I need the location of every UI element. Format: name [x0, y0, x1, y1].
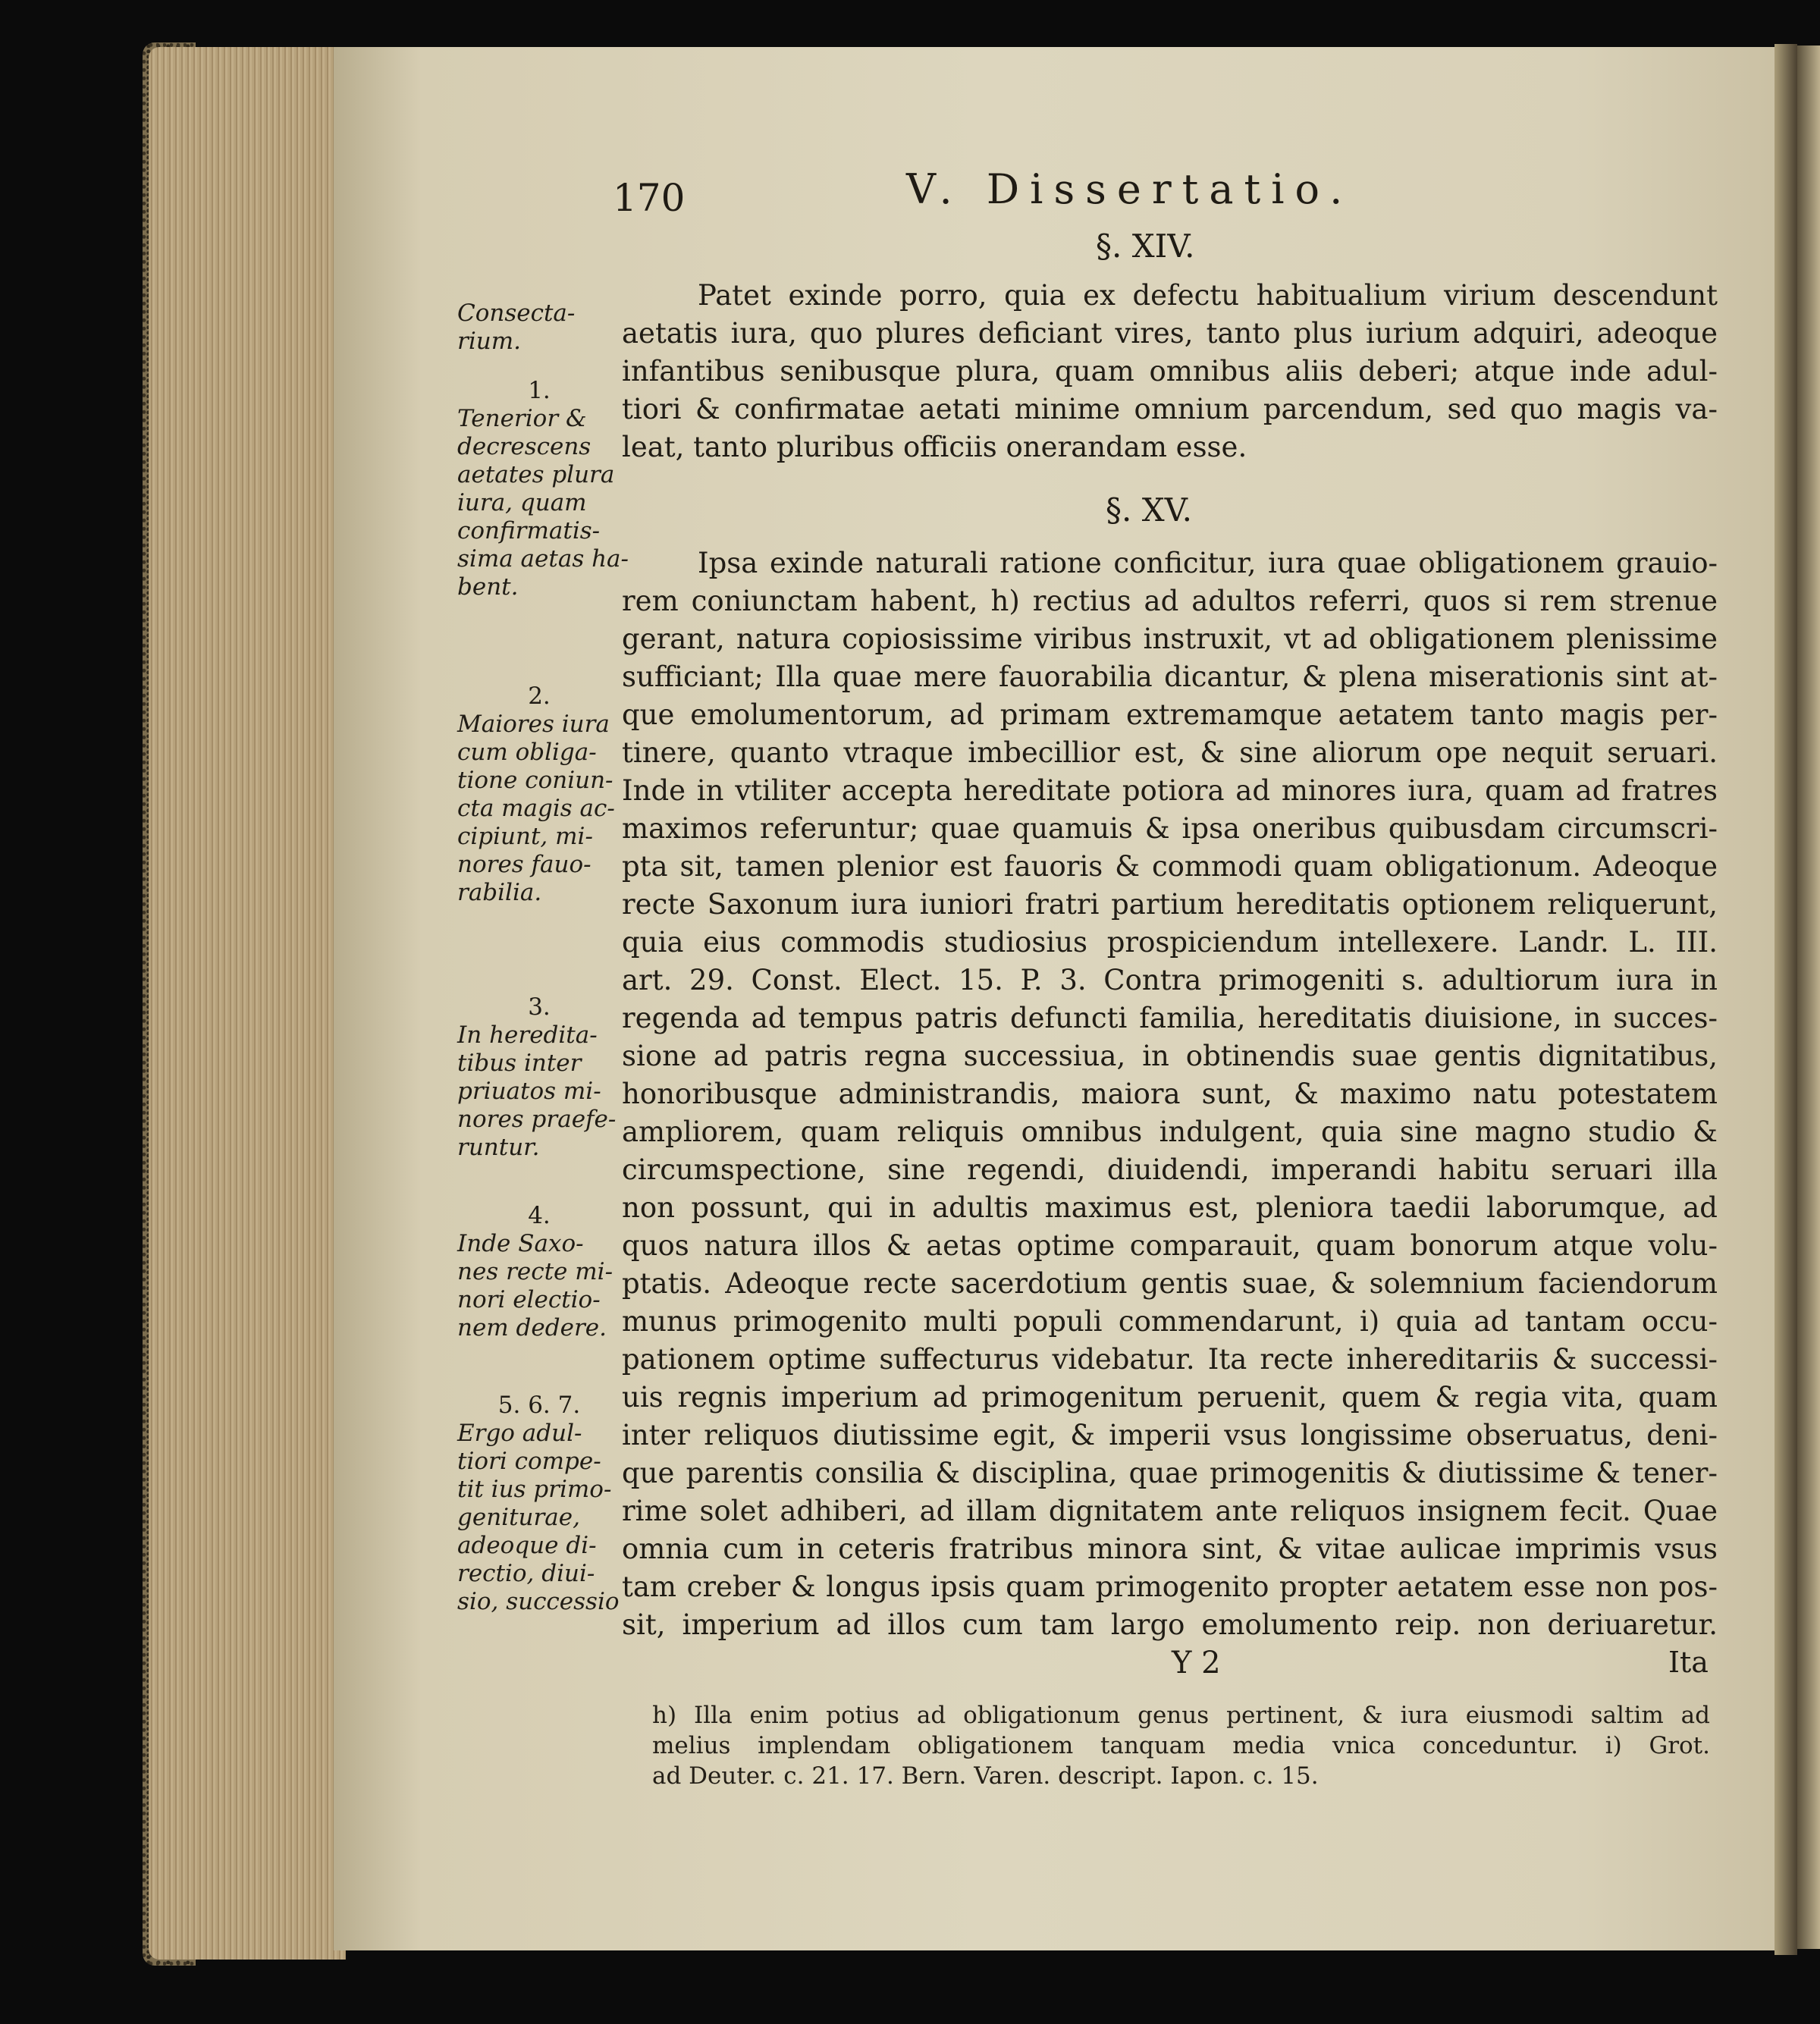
text-line: sit, imperium ad illos cum tam largo emolumento reip. non deriuaretur. — [622, 1608, 1718, 1641]
margin-note-number: 5. 6. 7. — [497, 1392, 581, 1419]
margin-note-line: In heredita- — [457, 1021, 598, 1049]
section-heading: §. XIV. — [1096, 228, 1195, 265]
page-number: 170 — [613, 176, 686, 220]
text-line: pta sit, tamen plenior est fauoris & commodi quam obligationum. Adeoque — [622, 850, 1718, 883]
margin-note-line: nes recte mi- — [457, 1258, 613, 1285]
margin-note-line: rium. — [457, 328, 521, 355]
margin-note-line: Ergo adul- — [457, 1420, 582, 1447]
margin-note-line: priuatos mi- — [457, 1078, 601, 1105]
margin-note-line: Inde Saxo- — [457, 1230, 584, 1257]
margin-note — [457, 993, 621, 1162]
text-line: ptatis. Adeoque recte sacerdotium gentis suae, & solemnium faciendorum — [622, 1267, 1718, 1300]
signature-mark: Y 2 — [1172, 1646, 1221, 1680]
text-line: tinere, quanto vtraque imbecillior est, & sine aliorum ope nequit seruari. — [622, 736, 1718, 769]
text-line: que emolumentorum, ad primam extremamque aetatem tanto magis per- — [622, 698, 1718, 731]
text-line: gerant, natura copiosissime viribus instruxit, vt ad obligationem plenissime — [622, 623, 1718, 655]
margin-note-line: cum obliga- — [457, 739, 597, 766]
book-gutter — [1774, 44, 1797, 1955]
margin-note — [457, 683, 621, 907]
margin-note-line: rabilia. — [457, 879, 542, 906]
margin-note — [457, 1202, 621, 1342]
text-line: munus primogenito multi populi commendarunt, i) quia ad tantam occu- — [622, 1305, 1718, 1338]
text-line: tiori & confirmatae aetati minime omnium parcendum, sed quo magis va- — [622, 393, 1718, 425]
text-line: tam creber & longus ipsis quam primogenito propter aetatem esse non pos- — [622, 1571, 1718, 1603]
margin-note-line: cta magis ac- — [457, 795, 615, 822]
footnote-line: ad Deuter. c. 21. 17. Bern. Varen. descript. Iapon. c. 15. — [652, 1762, 1319, 1790]
text-line: circumspectione, sine regendi, diuidendi, imperandi habitu seruari illa — [622, 1153, 1718, 1186]
margin-note-line: rectio, diui- — [457, 1560, 595, 1587]
text-line: rem coniunctam habent, h) rectius ad adultos referri, quos si rem strenue — [622, 585, 1718, 617]
margin-note-line: tibus inter — [457, 1050, 582, 1077]
text-line: sufficiant; Illa quae mere fauorabilia dicantur, & plena miserationis sint at- — [622, 661, 1718, 693]
margin-note-line: runtur. — [457, 1134, 540, 1161]
margin-note-line: confirmatis- — [457, 517, 601, 544]
margin-note-line: nores praefe- — [457, 1106, 617, 1133]
margin-note-line: Tenerior & — [457, 405, 587, 432]
text-line: rime solet adhiberi, ad illam dignitatem ante reliquos insignem fecit. Quae — [622, 1495, 1718, 1527]
running-title: V. Dissertatio. — [906, 165, 1354, 213]
margin-note-line: tit ius primo- — [457, 1476, 612, 1503]
margin-note-line: aetates plura — [457, 461, 615, 488]
margin-note-line: sio, successio — [457, 1588, 620, 1615]
text-line: regenda ad tempus patris defuncti familia, hereditatis diuisione, in succes- — [622, 1002, 1718, 1034]
margin-note-line: nores fauo- — [457, 851, 592, 878]
text-line: aetatis iura, quo plures deficiant vires, tanto plus iurium adquiri, adeoque — [622, 317, 1718, 350]
margin-note-line: geniturae, — [457, 1504, 580, 1531]
margin-note-line: tiori compe- — [457, 1448, 601, 1475]
margin-note-line: nori electio- — [457, 1286, 601, 1313]
text-line: maximos referuntur; quae quamuis & ipsa oneribus quibusdam circumscri- — [622, 812, 1718, 845]
margin-note — [457, 377, 629, 601]
text-line: Patet exinde porro, quia ex defectu habitualium virium descendunt — [698, 279, 1718, 312]
margin-note-line: Maiores iura — [457, 711, 610, 738]
catchword: Ita — [1668, 1646, 1709, 1679]
section-heading: §. XV. — [1106, 491, 1192, 529]
text-line: art. 29. Const. Elect. 15. P. 3. Contra primogeniti s. adultiorum iura in — [622, 964, 1718, 996]
text-line: ampliorem, quam reliquis omnibus indulgent, quia sine magno studio & — [622, 1116, 1718, 1148]
text-line: Ipsa exinde naturali ratione conficitur, iura quae obligationem grauio- — [698, 547, 1718, 579]
margin-note-number: 3. — [528, 993, 551, 1021]
text-line: leat, tanto pluribus officiis onerandam esse. — [622, 431, 1247, 463]
text-line: sione ad patris regna successiua, in obtinendis suae gentis dignitatibus, — [622, 1040, 1718, 1072]
margin-note — [457, 300, 621, 356]
page-block-edge — [149, 47, 346, 1960]
facing-page-edge — [1797, 46, 1820, 1949]
margin-note-line: cipiunt, mi- — [457, 823, 593, 850]
margin-note-line: nem dedere. — [457, 1314, 607, 1341]
footnote-line: h) Illa enim potius ad obligationum genus pertinent, & iura eiusmodi saltim ad — [652, 1702, 1710, 1729]
margin-note — [457, 1392, 621, 1616]
margin-note-line: iura, quam — [457, 489, 587, 516]
margin-note-line: bent. — [457, 573, 519, 601]
footnote-line: melius implendam obligationem tanquam media vnica conceduntur. i) Grot. — [652, 1732, 1710, 1759]
margin-note-line: sima aetas ha- — [457, 545, 629, 573]
margin-note-line: decrescens — [457, 433, 592, 460]
text-line: pationem optime suffecturus videbatur. Ita recte inhereditariis & successi- — [622, 1343, 1718, 1376]
text-line: non possunt, qui in adultis maximus est, pleniora taedii laborumque, ad — [622, 1191, 1718, 1224]
text-line: quos natura illos & aetas optime comparauit, quam bonorum atque volu- — [622, 1229, 1718, 1262]
margin-note-line: adeoque di- — [457, 1532, 597, 1559]
text-line: honoribusque administrandis, maiora sunt, & maximo natu potestatem — [622, 1078, 1718, 1110]
margin-note-number: 1. — [528, 377, 551, 404]
text-line: inter reliquos diutissime egit, & imperii vsus longissime obseruatus, deni- — [622, 1419, 1718, 1451]
text-line: Inde in vtiliter accepta hereditate potiora ad minores iura, quam ad fratres — [622, 774, 1718, 807]
text-line: quia eius commodis studiosius prospiciendum intellexere. Landr. L. III. — [622, 926, 1718, 959]
text-line: que parentis consilia & disciplina, quae primogenitis & diutissime & tener- — [622, 1457, 1718, 1489]
text-line: uis regnis imperium ad primogenitum peruenit, quem & regia vita, quam — [622, 1381, 1718, 1414]
text-line: infantibus senibusque plura, quam omnibus aliis deberi; atque inde adul- — [622, 355, 1718, 388]
margin-note-line: Consecta- — [457, 300, 576, 327]
margin-note-number: 4. — [528, 1202, 551, 1229]
text-line: omnia cum in ceteris fratribus minora sint, & vitae aulicae imprimis vsus — [622, 1533, 1718, 1565]
margin-note-line: tione coniun- — [457, 767, 613, 794]
margin-note-number: 2. — [528, 683, 551, 710]
text-line: recte Saxonum iura iuniori fratri partium hereditatis optionem reliquerunt, — [622, 888, 1718, 921]
